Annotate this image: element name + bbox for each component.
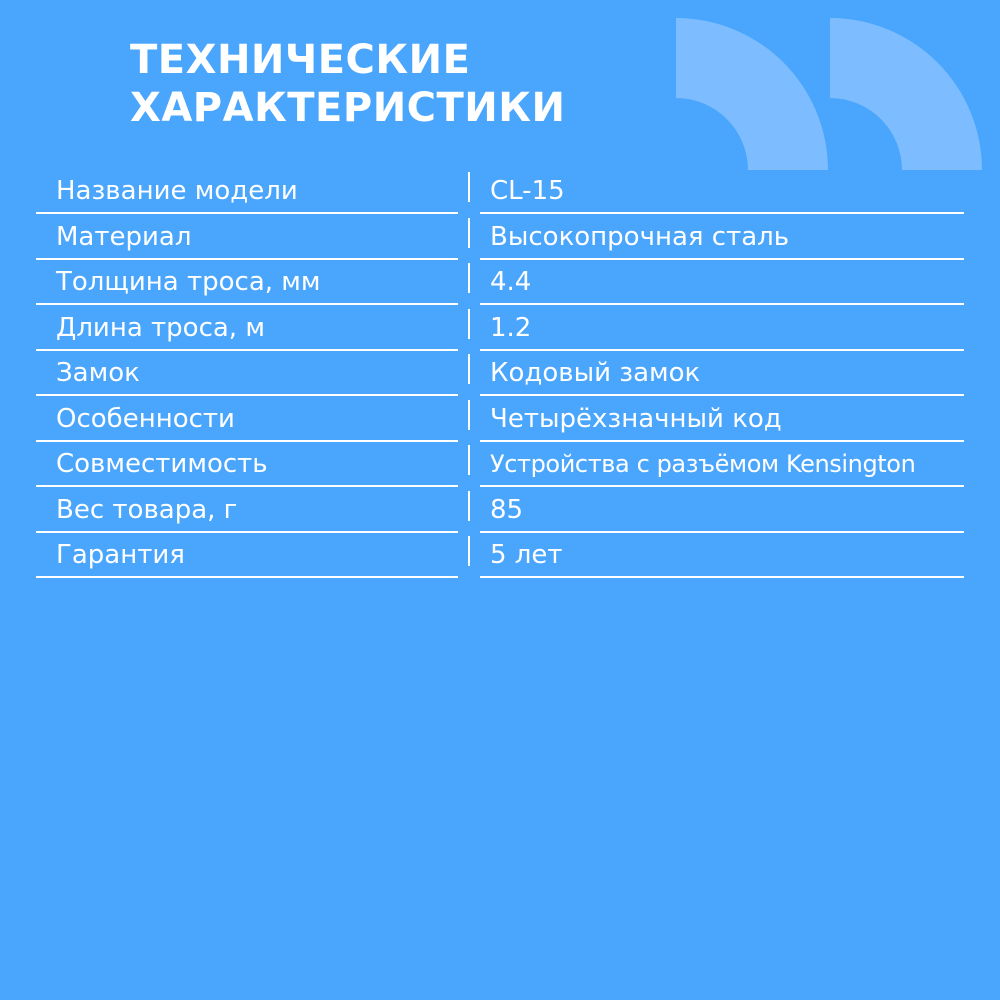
- spec-value: 4.4: [490, 267, 532, 297]
- spec-label: Толщина троса, мм: [56, 267, 321, 297]
- column-divider: [468, 354, 470, 384]
- spec-value: Четырёхзначный код: [490, 403, 782, 434]
- column-divider: [468, 172, 470, 202]
- spec-value-cell: [480, 396, 964, 442]
- spec-value: 1.2: [490, 312, 532, 343]
- spec-label-cell: [36, 305, 458, 351]
- quote-mark-right: [830, 18, 982, 170]
- spec-row-cable-thickness: [36, 259, 964, 305]
- spec-value: Кодовый замок: [490, 358, 701, 388]
- spec-value: Устройства с разъёмом Kensington: [490, 450, 916, 478]
- spec-row-features: [36, 396, 964, 442]
- column-divider: [468, 536, 470, 566]
- spec-row-compatibility: [36, 441, 964, 487]
- spec-label-cell: [36, 350, 458, 396]
- spec-row-model: [36, 168, 964, 214]
- page-title: [130, 36, 565, 132]
- spec-row-lock: [36, 350, 964, 396]
- spec-label-cell: [36, 532, 458, 578]
- column-divider: [468, 491, 470, 521]
- spec-value-cell: [480, 305, 964, 351]
- column-divider: [468, 445, 470, 475]
- spec-value-cell: [480, 259, 964, 305]
- spec-row-warranty: [36, 532, 964, 578]
- column-divider: [468, 400, 470, 430]
- spec-label: Длина троса, м: [56, 312, 265, 343]
- spec-value: 85: [490, 494, 524, 525]
- spec-row-weight: [36, 487, 964, 533]
- spec-row-material: [36, 214, 964, 260]
- spec-label-cell: [36, 214, 458, 260]
- spec-label: Гарантия: [56, 540, 185, 570]
- spec-value: CL-15: [490, 176, 565, 206]
- spec-value-cell: [480, 214, 964, 260]
- column-divider: [468, 263, 470, 293]
- spec-value-cell: [480, 487, 964, 533]
- spec-value-cell: [480, 350, 964, 396]
- spec-label: Материал: [56, 221, 192, 252]
- spec-label: Совместимость: [56, 449, 268, 479]
- title-line-1: ТЕХНИЧЕСКИЕ: [130, 37, 471, 83]
- spec-value-cell: [480, 532, 964, 578]
- spec-label: Замок: [56, 358, 140, 388]
- spec-label: Особенности: [56, 403, 235, 434]
- spec-table: [36, 168, 964, 578]
- spec-label-cell: [36, 487, 458, 533]
- spec-label: Название модели: [56, 176, 298, 206]
- spec-value: 5 лет: [490, 540, 563, 570]
- spec-value: Высокопрочная сталь: [490, 221, 790, 252]
- spec-value-cell: [480, 441, 964, 487]
- column-divider: [468, 309, 470, 339]
- column-divider: [468, 218, 470, 248]
- spec-row-cable-length: [36, 305, 964, 351]
- spec-label-cell: [36, 259, 458, 305]
- spec-label-cell: [36, 396, 458, 442]
- spec-label-cell: [36, 441, 458, 487]
- spec-label-cell: [36, 168, 458, 214]
- quote-mark-left: [676, 18, 828, 170]
- spec-value-cell: [480, 168, 964, 214]
- spec-label: Вес товара, г: [56, 494, 238, 525]
- title-line-2: ХАРАКТЕРИСТИКИ: [130, 85, 566, 131]
